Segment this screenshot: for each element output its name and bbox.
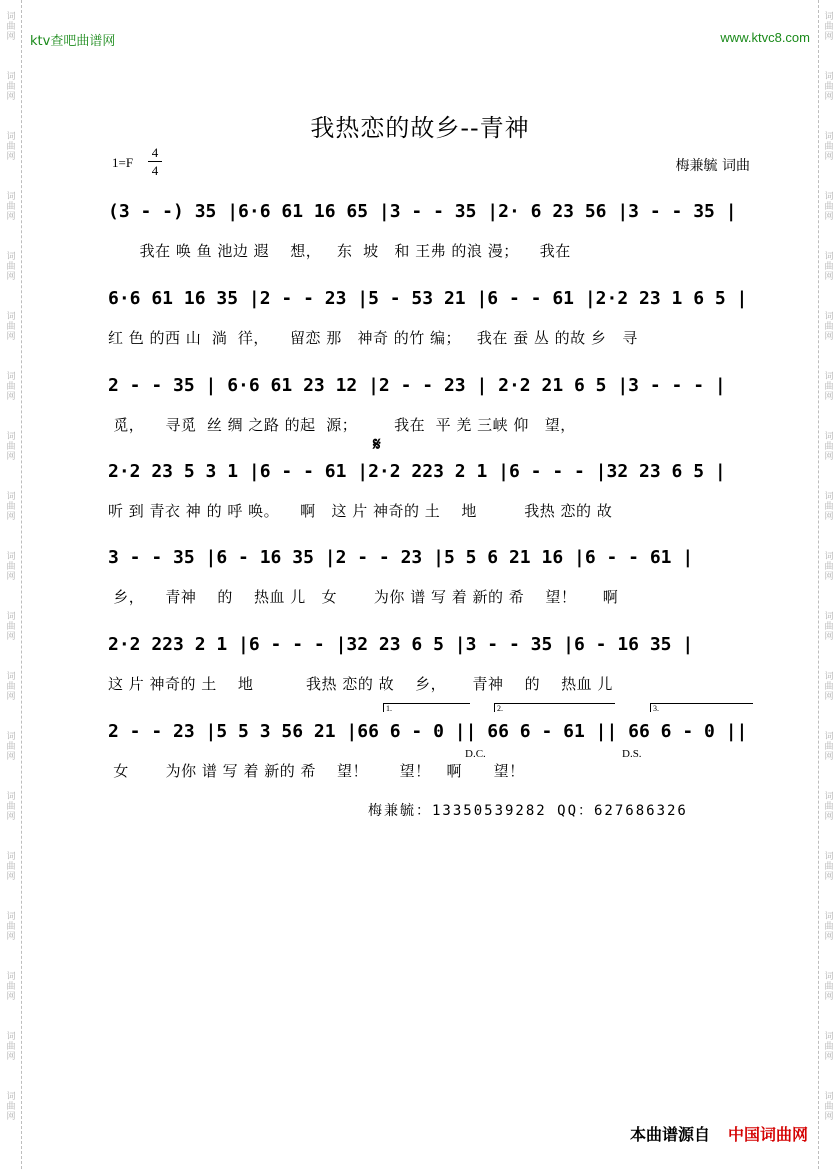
- watermark-mark: 词 曲 网: [6, 1092, 16, 1122]
- watermark-mark: 词 曲 网: [6, 132, 16, 162]
- watermark-mark: 词 曲 网: [824, 972, 834, 1002]
- volta-1: 1.: [383, 703, 470, 712]
- lyric-line-3: 觅， 寻觅 丝 绸 之路 的起 源； 我在 平 羌 三峡 仰 望，: [108, 416, 576, 434]
- watermark-mark: 词 曲 网: [6, 312, 16, 342]
- staff-notes-7: 2 - - 23 |5 5 3 56 21 |66 6 - 0 || 66 6 - 61 || 66 6 - 0 ||: [108, 721, 748, 742]
- watermark-mark: 词 曲 网: [6, 612, 16, 642]
- watermark-mark: 词 曲 网: [6, 252, 16, 282]
- staff-line-2: [108, 286, 768, 312]
- watermark-mark: 词 曲 网: [824, 612, 834, 642]
- staff-notes-4: 2·2 23 5 3 1 |6 - - 61 |2·2 223 2 1 |6 - - - |32 23 6 5 |: [108, 461, 726, 482]
- watermark-mark: 词 曲 网: [824, 72, 834, 102]
- staff-notes-1: (3 - -) 35 |6·6 61 16 65 |3 - - 35 |2· 6 23 56 |3 - - 35 |: [108, 201, 737, 222]
- watermark-mark: 词 曲 网: [6, 72, 16, 102]
- watermark-mark: 词 曲 网: [824, 132, 834, 162]
- segno-mark: 𝄋: [373, 434, 381, 455]
- ds-mark: D.S.: [622, 748, 642, 760]
- watermark-mark: 词 曲 网: [6, 672, 16, 702]
- staff-notes-3: 2 - - 35 | 6·6 61 23 12 |2 - - 23 | 2·2 21 6 5 |3 - - - |: [108, 375, 726, 396]
- staff-line-1: [108, 199, 768, 225]
- staff-notes-6: 2·2 223 2 1 |6 - - - |32 23 6 5 |3 - - 35 |6 - 16 35 |: [108, 634, 694, 655]
- watermark-mark: 词 曲 网: [6, 492, 16, 522]
- staff-line-7: [108, 719, 768, 745]
- staff-line-6: [108, 632, 768, 658]
- watermark-mark: 词 曲 网: [824, 12, 834, 42]
- watermark-mark: 词 曲 网: [824, 432, 834, 462]
- watermark-mark: 词 曲 网: [6, 852, 16, 882]
- lyric-line-7: 女 为你 谱 写 着 新的 希 望！ 望！ 啊 望！: [108, 762, 525, 780]
- watermark-mark: 词 曲 网: [6, 1032, 16, 1062]
- staff-line-5: [108, 545, 768, 571]
- lyric-line-5: 乡， 青神 的 热血 儿 女 为你 谱 写 着 新的 希 望！ 啊: [108, 588, 619, 606]
- watermark-mark: 词 曲 网: [824, 312, 834, 342]
- lyric-line-2: 红 色 的西 山 淌 徉， 留恋 那 神奇 的竹 编； 我在 蚕 丛 的故 乡 寻: [108, 329, 638, 347]
- watermark-mark: 词 曲 网: [6, 912, 16, 942]
- time-signature: [148, 145, 162, 178]
- watermark-mark: 词 曲 网: [824, 252, 834, 282]
- time-signature-bottom: 4: [151, 163, 159, 178]
- watermark-mark: 词 曲 网: [824, 1032, 834, 1062]
- watermark-mark: 词 曲 网: [824, 1092, 834, 1122]
- left-watermark-column: [0, 0, 22, 1169]
- watermark-mark: 词 曲 网: [824, 192, 834, 222]
- song-title: 我热恋的故乡--青神: [310, 114, 530, 142]
- staff-notes-5: 3 - - 35 |6 - 16 35 |2 - - 23 |5 5 6 21 16 |6 - - 61 |: [108, 547, 694, 568]
- watermark-mark: 词 曲 网: [6, 732, 16, 762]
- dc-mark: D.C.: [465, 748, 486, 760]
- watermark-mark: 词 曲 网: [824, 492, 834, 522]
- watermark-mark: 词 曲 网: [824, 552, 834, 582]
- time-signature-divider: [148, 161, 162, 162]
- left-margin-watermark: [0, 0, 22, 1169]
- watermark-mark: 词 曲 网: [6, 792, 16, 822]
- staff-line-4: [108, 459, 768, 485]
- volta-2: 2.: [494, 703, 615, 712]
- staff-line-3: [108, 373, 768, 399]
- source-footer: [630, 1122, 808, 1145]
- source-brand[interactable]: 中国词曲网: [727, 1125, 808, 1144]
- staff-notes-2: 6·6 61 16 35 |2 - - 23 |5 - 53 21 |6 - - 61 |2·2 23 1 6 5 |: [108, 288, 748, 309]
- watermark-mark: 词 曲 网: [824, 372, 834, 402]
- right-margin-watermark: [818, 0, 840, 1169]
- key-signature: 1=F: [112, 155, 134, 170]
- volta-3: 3.: [650, 703, 753, 712]
- watermark-mark: 词 曲 网: [824, 852, 834, 882]
- contact-info: 梅兼毓：13350539282 QQ：627686326: [368, 803, 688, 819]
- watermark-mark: 词 曲 网: [6, 432, 16, 462]
- watermark-mark: 词 曲 网: [824, 912, 834, 942]
- lyric-line-6: 这 片 神奇的 土 地 我热 恋的 故 乡， 青神 的 热血 儿: [108, 675, 613, 693]
- watermark-mark: 词 曲 网: [6, 372, 16, 402]
- right-watermark-column: [818, 0, 840, 1169]
- source-label: 本曲谱源自: [629, 1125, 710, 1144]
- lyric-line-1: 我在 唤 鱼 池边 遐 想， 东 坡 和 王弗 的浪 漫； 我在: [108, 242, 571, 260]
- composer-credit: 梅兼毓 词曲: [675, 158, 750, 174]
- lyric-line-4: 听 到 青衣 神 的 呼 唤。 啊 这 片 神奇的 土 地 我热 恋的 故: [108, 502, 613, 520]
- watermark-mark: 词 曲 网: [6, 192, 16, 222]
- watermark-mark: 词 曲 网: [6, 552, 16, 582]
- watermark-mark: 词 曲 网: [824, 792, 834, 822]
- watermark-mark: 词 曲 网: [6, 972, 16, 1002]
- watermark-mark: 词 曲 网: [824, 732, 834, 762]
- site-name[interactable]: ktv查吧曲谱网: [30, 34, 116, 49]
- watermark-mark: 词 曲 网: [6, 12, 16, 42]
- watermark-mark: 词 曲 网: [824, 672, 834, 702]
- time-signature-top: 4: [151, 145, 159, 160]
- site-url[interactable]: www.ktvc8.com: [720, 30, 810, 45]
